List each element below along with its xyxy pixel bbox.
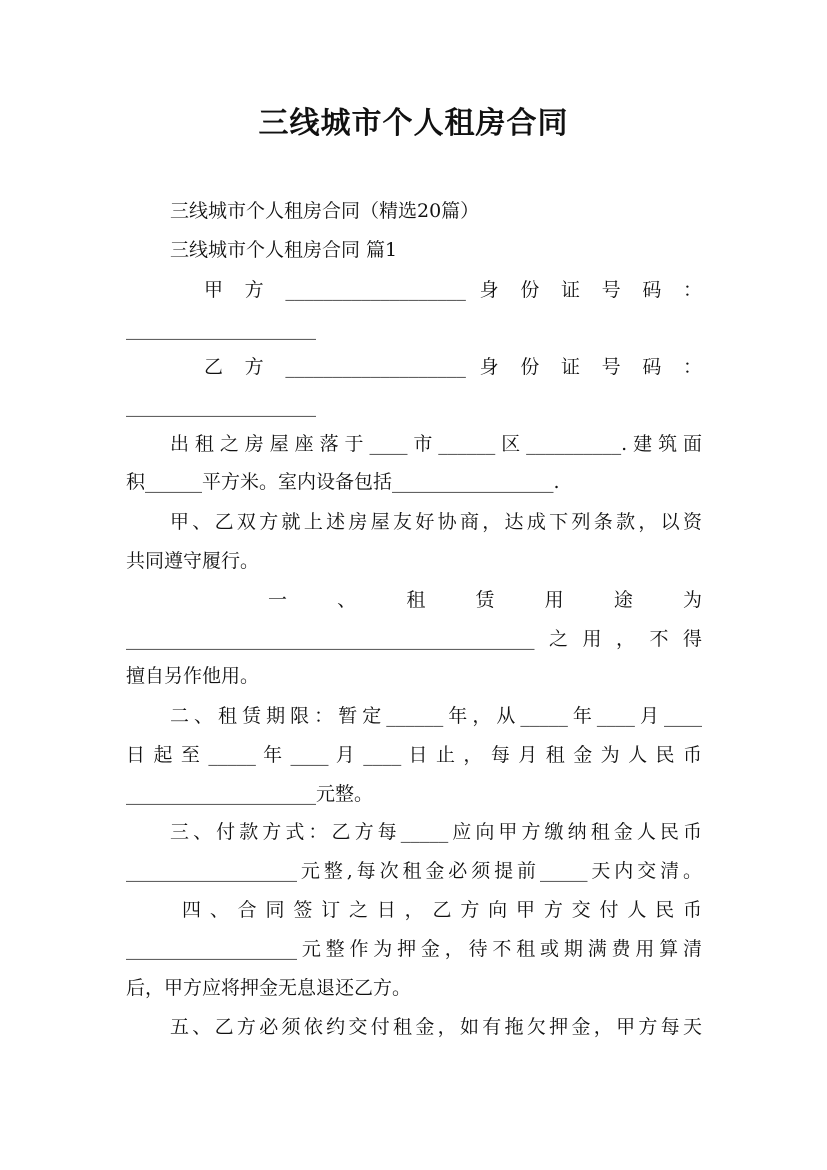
- clause-1-end: 擅自另作他用。: [126, 665, 260, 687]
- agreement-intro-end: 共同遵守履行。: [126, 550, 260, 572]
- clause-1-blank: ___________________________________________之用，不得: [126, 628, 702, 650]
- clause-1-line: 一 、 租 赁 用 途 为: [268, 589, 702, 611]
- subtitle-line: 三线城市个人租房合同（精选20篇）: [170, 200, 480, 222]
- party-b-id-blank: ____________________: [126, 395, 316, 417]
- clause-4-end: 后，甲方应将押金无息退还乙方。: [126, 977, 412, 999]
- chapter-heading: 三线城市个人租房合同 篇1: [170, 239, 398, 261]
- property-location-line: 出租之房屋座落于____市______区__________.建筑面: [170, 433, 702, 455]
- property-area-line: 积______平方米。室内设备包括_________________.: [126, 471, 560, 493]
- party-a-id-blank: ____________________: [126, 318, 316, 340]
- party-b-line: 乙 方 ___________________ 身 份 证 号 码 ：: [204, 356, 702, 378]
- agreement-intro-line: 甲、乙双方就上述房屋友好协商，达成下列条款，以资: [170, 511, 702, 533]
- clause-3-line: 三、付款方式：乙方每_____应向甲方缴纳租金人民币: [170, 821, 702, 843]
- clause-2-dates: 日 起 至 _____ 年 ____ 月 ____ 日 止 ， 每 月 租 金 为 人 民 币: [126, 744, 702, 766]
- clause-4-line: 四 、 合 同 签 订 之 日 ， 乙 方 向 甲 方 交 付 人 民 币: [182, 899, 702, 921]
- clause-2-end: ____________________元整。: [126, 783, 374, 805]
- clause-3-end: __________________元整,每次租金必须提前_____天内交清。: [126, 860, 702, 882]
- clause-4-deposit: __________________元整作为押金，待不租或期满费用算清: [126, 938, 702, 960]
- document-title: 三线城市个人租房合同: [258, 106, 569, 141]
- clause-5-line: 五、乙方必须依约交付租金，如有拖欠押金，甲方每天: [170, 1016, 702, 1038]
- clause-2-line: 二、租赁期限：暂定______年，从_____年____月____: [170, 705, 702, 727]
- party-a-line: 甲 方 ___________________ 身 份 证 号 码 ：: [204, 279, 702, 301]
